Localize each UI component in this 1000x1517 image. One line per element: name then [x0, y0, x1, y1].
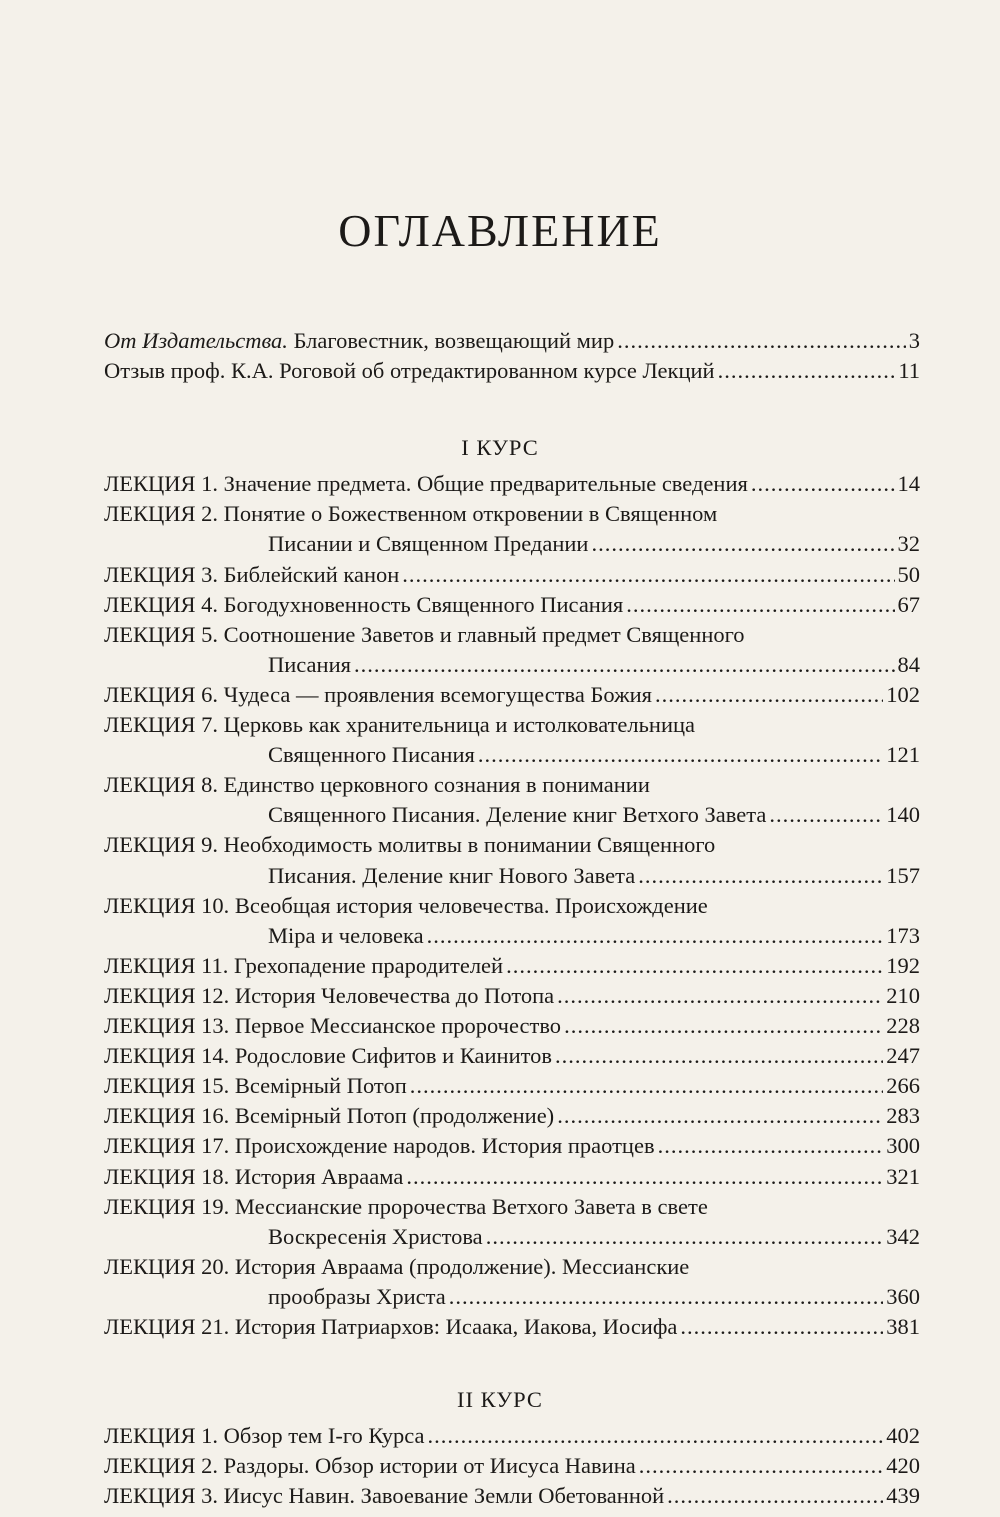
toc-entry[interactable] — [268, 529, 920, 559]
entry-title: ЛЕКЦИЯ 11. Грехопадение прародителей — [104, 952, 504, 978]
toc-entry[interactable] — [104, 1071, 920, 1101]
page-number: 14 — [897, 471, 920, 497]
toc-entry[interactable] — [104, 1101, 920, 1131]
toc-entry[interactable] — [104, 680, 920, 710]
entry-title: ЛЕКЦИЯ 19. Мессианские пророчества Ветхого Завета в свете — [104, 1193, 708, 1219]
page-number: 192 — [886, 952, 920, 978]
dot-leader — [478, 740, 883, 770]
page-number: 381 — [886, 1314, 920, 1339]
toc-entry[interactable] — [268, 800, 920, 830]
page-number: 402 — [886, 1423, 920, 1449]
toc-entry[interactable] — [104, 1481, 920, 1511]
toc-entry[interactable] — [104, 620, 920, 650]
page-number: 228 — [886, 1013, 920, 1038]
section-heading-course-1: I КУРС — [461, 435, 539, 461]
page-number: 32 — [897, 531, 920, 557]
entry-title: ЛЕКЦИЯ 9. Необходимость молитвы в понимании Священного — [104, 832, 716, 858]
page-number: 3 — [908, 328, 920, 353]
page-number: 283 — [886, 1103, 920, 1129]
entry-title: ЛЕКЦИЯ 5. Соотношение Заветов и главный предмет Священного — [104, 621, 745, 647]
page-number: 50 — [897, 561, 920, 587]
toc-entry[interactable] — [268, 650, 920, 680]
page-number: 67 — [897, 591, 920, 617]
entry-title: ЛЕКЦИЯ 3. Иисус Навин. Завоевание Земли Обетованной — [104, 1483, 665, 1509]
entry-title: ЛЕКЦИЯ 6. Чудеса — проявления всемогущества Божия — [104, 681, 653, 707]
page-number: 247 — [886, 1043, 920, 1069]
toc-entry[interactable] — [104, 1421, 920, 1451]
toc-entry[interactable] — [104, 891, 920, 921]
page-number: 121 — [886, 742, 920, 768]
toc-entry[interactable] — [104, 710, 920, 740]
toc-entry[interactable] — [268, 861, 920, 891]
toc-entry[interactable] — [104, 770, 920, 800]
dot-leader — [427, 921, 884, 951]
toc-entry[interactable] — [104, 830, 920, 860]
entry-title-continued: Міра и человека — [268, 922, 424, 948]
page-number: 84 — [897, 651, 920, 677]
dot-leader — [658, 1131, 884, 1161]
entry-title: ЛЕКЦИЯ 21. История Патриархов: Исаака, Иакова, Иосифа — [104, 1314, 678, 1339]
entry-title: Отзыв проф. К.А. Роговой об отредактированном курсе Лекций — [104, 358, 715, 384]
page-number: 342 — [886, 1223, 920, 1249]
toc-entry-front[interactable] — [104, 326, 920, 356]
toc-entry[interactable] — [104, 1192, 920, 1222]
toc-entry[interactable] — [104, 1312, 920, 1342]
page-number: 11 — [898, 358, 920, 384]
page-number: 102 — [886, 681, 920, 707]
page-number: 157 — [886, 862, 920, 888]
dot-leader — [406, 1162, 883, 1192]
toc-entry[interactable] — [104, 1162, 920, 1192]
entry-title: ЛЕКЦИЯ 16. Всемірный Потоп (продолжение) — [104, 1103, 555, 1129]
entry-title: ЛЕКЦИЯ 7. Церковь как хранительница и истолковательница — [104, 712, 696, 737]
dot-leader — [617, 326, 906, 356]
dot-leader — [449, 1282, 884, 1312]
toc-entry[interactable] — [104, 590, 920, 620]
toc-entry[interactable] — [104, 499, 920, 529]
dot-leader — [718, 356, 896, 386]
page-number: 420 — [886, 1453, 920, 1479]
page-title: ОГЛАВЛЕНИЕ — [338, 205, 662, 256]
toc-entry-front[interactable] — [104, 356, 920, 386]
dot-leader — [639, 1451, 884, 1481]
toc-entry[interactable] — [104, 1131, 920, 1161]
entry-title-continued: Писании и Священном Предании — [268, 531, 589, 557]
entry-title-continued: Священного Писания — [268, 742, 475, 768]
toc-entry[interactable] — [104, 951, 920, 981]
page-number: 140 — [886, 802, 920, 828]
dot-leader — [506, 951, 883, 981]
dot-leader — [354, 650, 895, 680]
entry-title: ЛЕКЦИЯ 3. Библейский канон — [104, 561, 400, 587]
dot-leader — [751, 469, 895, 499]
page-number: 321 — [886, 1163, 920, 1189]
dot-leader — [402, 560, 894, 590]
entry-title-continued: Священного Писания. Деление книг Ветхого Завета — [268, 802, 767, 828]
dot-leader — [410, 1071, 884, 1101]
dot-leader — [769, 800, 883, 830]
toc-entry[interactable] — [104, 560, 920, 590]
toc-entry[interactable] — [268, 1282, 920, 1312]
entry-title: ЛЕКЦИЯ 14. Родословие Сифитов и Каинитов — [104, 1043, 553, 1069]
entry-title: От Издательства. Благовестник, возвещающий мир — [104, 328, 615, 353]
page-number: 173 — [886, 922, 920, 948]
entry-title: ЛЕКЦИЯ 10. Всеобщая история человечества. Происхождение — [104, 892, 708, 918]
dot-leader — [655, 680, 883, 710]
dot-leader — [555, 1041, 883, 1071]
toc-entry[interactable] — [104, 981, 920, 1011]
dot-leader — [564, 1011, 883, 1041]
entry-title: ЛЕКЦИЯ 12. История Человечества до Потопа — [104, 982, 555, 1008]
toc-entry[interactable] — [104, 1041, 920, 1071]
entry-title-continued: Писания — [268, 651, 351, 677]
toc-entry[interactable] — [104, 469, 920, 499]
page-number: 300 — [886, 1133, 920, 1159]
dot-leader — [591, 529, 894, 559]
dot-leader — [680, 1312, 883, 1342]
entry-title: ЛЕКЦИЯ 2. Понятие о Божественном откровении в Священном — [104, 501, 718, 527]
entry-title: ЛЕКЦИЯ 1. Значение предмета. Общие предварительные сведения — [104, 471, 748, 497]
dot-leader — [428, 1421, 884, 1451]
section-heading-course-2: II КУРС — [457, 1387, 543, 1413]
dot-leader — [557, 981, 883, 1011]
toc-entry[interactable] — [268, 740, 920, 770]
entry-title: ЛЕКЦИЯ 17. Происхождение народов. История праотцев — [104, 1133, 655, 1159]
entry-title-continued: Воскресенія Христова — [268, 1223, 483, 1249]
entry-title: ЛЕКЦИЯ 1. Обзор тем I-го Курса — [104, 1423, 425, 1449]
entry-title: ЛЕКЦИЯ 20. История Авраама (продолжение). Мессианские — [104, 1253, 690, 1279]
entry-title: ЛЕКЦИЯ 8. Единство церковного сознания в понимании — [104, 772, 650, 798]
entry-title: ЛЕКЦИЯ 2. Раздоры. Обзор истории от Иисуса Навина — [104, 1453, 636, 1479]
entry-title: ЛЕКЦИЯ 4. Богодухновенность Священного Писания — [104, 591, 624, 617]
toc-entry[interactable] — [104, 1252, 920, 1282]
page-number: 266 — [886, 1073, 920, 1099]
entry-title-continued: Писания. Деление книг Нового Завета — [268, 862, 636, 888]
toc-entry[interactable] — [104, 1451, 920, 1481]
page-number: 439 — [886, 1483, 920, 1509]
dot-leader — [667, 1481, 883, 1511]
dot-leader — [486, 1222, 884, 1252]
entry-title: ЛЕКЦИЯ 13. Первое Мессианское пророчество — [104, 1013, 562, 1038]
toc-entry[interactable] — [268, 921, 920, 951]
entry-title-continued: прообразы Христа — [268, 1283, 446, 1309]
toc-entry[interactable] — [268, 1222, 920, 1252]
dot-leader — [557, 1101, 883, 1131]
dot-leader — [638, 861, 883, 891]
page-number: 210 — [886, 982, 920, 1008]
dot-leader — [626, 590, 894, 620]
entry-title: ЛЕКЦИЯ 15. Всемірный Потоп — [104, 1073, 407, 1099]
entry-title: ЛЕКЦИЯ 18. История Авраама — [104, 1163, 404, 1189]
page-number: 360 — [886, 1283, 920, 1309]
toc-entry[interactable] — [104, 1011, 920, 1041]
